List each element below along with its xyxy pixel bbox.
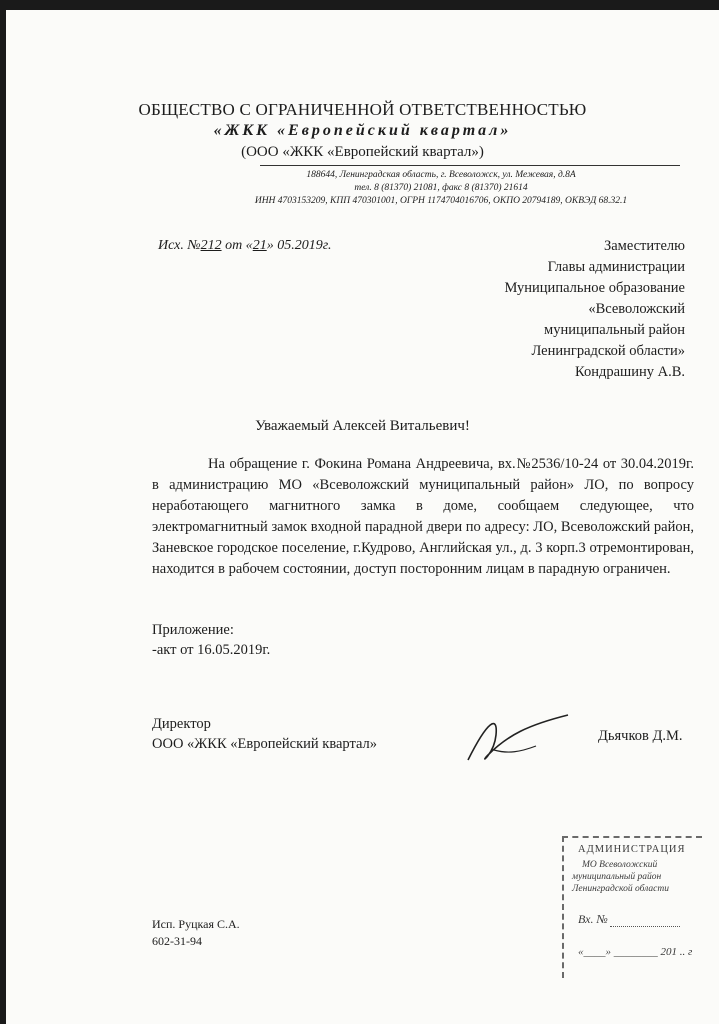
outgoing-reference	[158, 238, 331, 254]
signatory-block	[152, 714, 377, 754]
org-address: 188644, Ленинградская область, г. Всеволожск, ул. Межевая, д.8А	[306, 170, 576, 180]
letter-body	[152, 454, 694, 580]
header-divider	[260, 165, 680, 166]
addressee-line: Муниципальное образование	[504, 280, 685, 296]
stamp-incoming-number: Вх. №	[578, 912, 608, 926]
body-paragraph: На обращение г. Фокина Романа Андреевича, вх.№2536/10-24 от 30.04.2019г. в администрацию МО «Всеволожский муниципальный район» ЛО, по вопросу неработающего магнитного замка в доме, сообщаем следующее, что электромагнитный замок входной парадной двери по адресу: ЛО, Всеволожский район, Заневское городское поселение, г.Кудрово, Английская ул., д. 3 корп.3 отремонтирован, находится в рабочем состоянии, доступ посторонним лицам в парадную ограничен.	[152, 456, 694, 577]
addressee-block	[355, 236, 685, 383]
addressee-line: муниципальный район	[544, 322, 685, 338]
addressee-line: «Всеволожский	[588, 301, 685, 317]
signatory-name: Дьячков Д.М.	[598, 728, 683, 744]
addressee-line: Заместителю	[603, 238, 685, 254]
executor-block	[152, 916, 240, 950]
stamp-line: муниципальный район	[572, 872, 662, 882]
org-name: «ЖКК «Европейский квартал»	[213, 122, 512, 139]
org-full-name: ОБЩЕСТВО С ОГРАНИЧЕННОЙ ОТВЕТСТВЕННОСТЬЮ	[138, 100, 587, 119]
attachment-item: -акт от 16.05.2019г.	[152, 642, 271, 658]
executor-phone: 602-31-94	[152, 934, 202, 948]
org-requisites: ИНН 4703153209, КПП 470301001, ОГРН 1174704016706, ОКПО 20794189, ОКВЭД 68.32.1	[254, 196, 628, 206]
ref-number: 212	[200, 238, 222, 253]
stamp-line: Ленинградской области	[572, 884, 670, 894]
stamp-line: АДМИНИСТРАЦИЯ	[578, 844, 686, 855]
salutation: Уважаемый Алексей Витальевич!	[255, 418, 470, 434]
stamp-date: «____» ________ 201 .. г	[578, 946, 693, 958]
addressee-line: Кондрашину А.В.	[575, 364, 685, 380]
addressee-line: Ленинградской области»	[531, 343, 685, 359]
signatory-org: ООО «ЖКК «Европейский квартал»	[152, 736, 378, 752]
ref-date-suffix: » 05.2019г.	[266, 238, 332, 253]
stamp-line: МО Всеволожский	[582, 860, 658, 870]
org-phones: тел. 8 (81370) 21081, факс 8 (81370) 21614	[354, 183, 528, 193]
letter-page	[6, 10, 719, 1024]
ref-prefix: Исх. №	[158, 238, 201, 253]
org-short-name: (ООО «ЖКК «Европейский квартал»)	[241, 144, 484, 160]
ref-day: 21	[252, 238, 267, 253]
attachment-block	[152, 620, 270, 660]
attachment-label: Приложение:	[152, 622, 234, 638]
incoming-stamp	[562, 836, 702, 978]
stamp-number-line	[610, 926, 680, 927]
addressee-line: Главы администрации	[547, 259, 685, 275]
ref-date-prefix: от «	[221, 238, 253, 253]
executor-name: Исп. Руцкая С.А.	[152, 917, 240, 931]
handwritten-signature	[458, 710, 578, 770]
signatory-title: Директор	[152, 716, 211, 732]
